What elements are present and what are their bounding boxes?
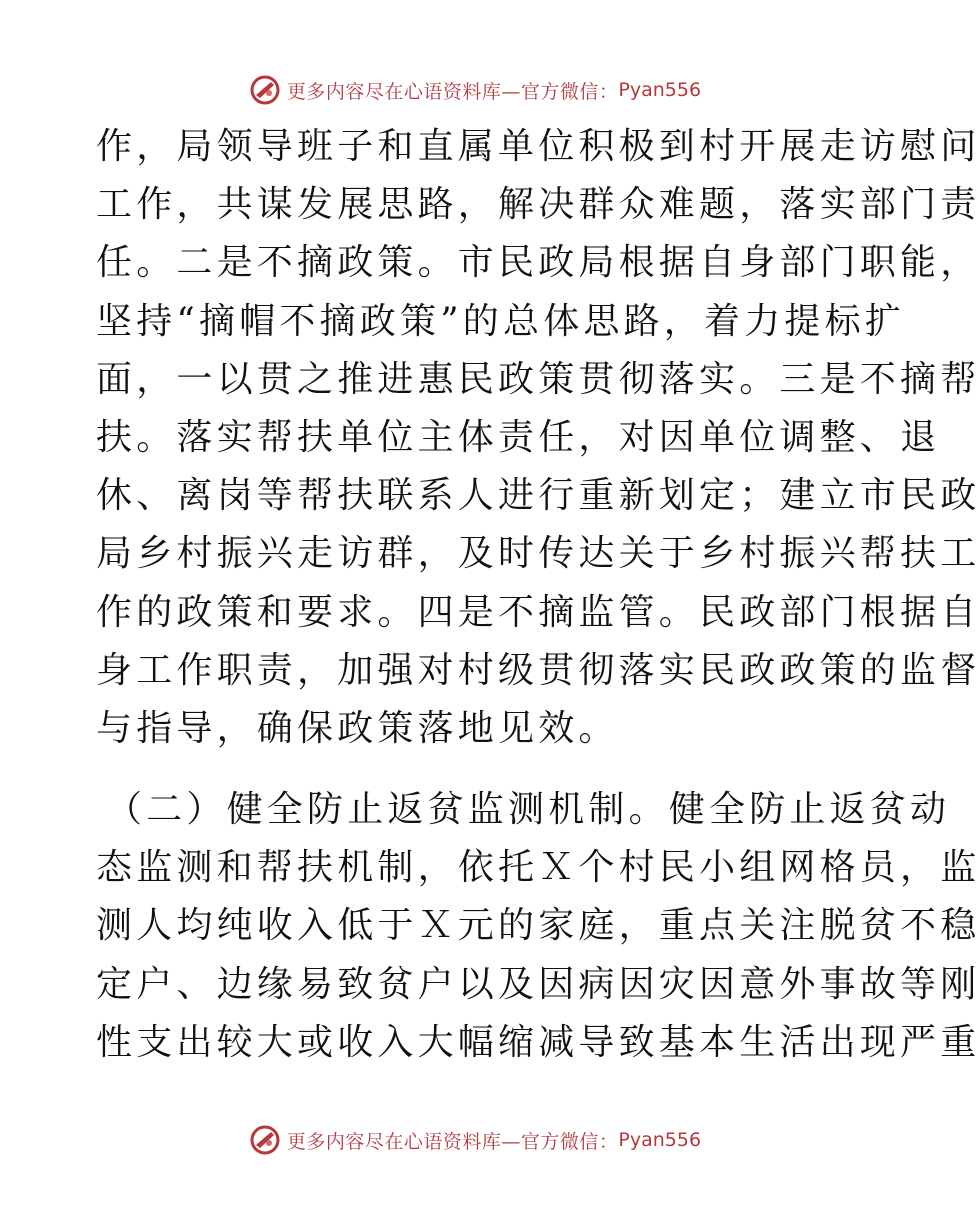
- text-line: 休、离岗等帮扶联系人进行重新划定；建立市民政: [96, 475, 980, 517]
- text-line: 工作，共谋发展思路，解决群众难题，落实部门责: [96, 184, 980, 226]
- brand-logo-icon: [249, 74, 281, 106]
- section-heading-line: （二）健全防止返贫监测机制。健全防止返贫动: [106, 789, 951, 831]
- header-watermark: [0, 73, 950, 107]
- document-body: [96, 118, 980, 1072]
- text-line: 局乡村振兴走访群，及时传达关于乡村振兴帮扶工: [96, 533, 980, 575]
- footer-watermark: [0, 1123, 950, 1157]
- paragraph-1: [96, 118, 980, 758]
- text-line: 作的政策和要求。四是不摘监管。民政部门根据自: [96, 591, 980, 633]
- brand-logo-icon: [249, 1124, 281, 1156]
- text-line: 作，局领导班子和直属单位积极到村开展走访慰问: [96, 126, 980, 167]
- paragraph-gap: [96, 758, 856, 781]
- text-line: 身工作职责，加强对村级贯彻落实民政政策的监督: [96, 649, 980, 691]
- paragraph-2: [96, 781, 980, 1072]
- text-line: 面，一以贯之推进惠民政策贯彻落实。三是不摘帮: [96, 358, 980, 400]
- watermark-handle: Pyan556: [618, 1129, 702, 1151]
- text-line: 态监测和帮扶机制，依托Ｘ个村民小组网格员，监: [96, 847, 980, 889]
- watermark-text: 更多内容尽在心语资料库—官方微信：: [286, 1130, 619, 1153]
- text-line: 性支出较大或收入大幅缩减导致基本生活出现严重: [96, 1021, 980, 1063]
- watermark-handle: Pyan556: [618, 79, 702, 101]
- text-line: 扶。落实帮扶单位主体责任，对因单位调整、退: [96, 416, 941, 458]
- text-line: 与指导，确保政策落地见效。: [96, 707, 619, 749]
- text-line: 定户、边缘易致贫户以及因病因灾因意外事故等刚: [96, 963, 980, 1005]
- text-line: 测人均纯收入低于Ｘ元的家庭，重点关注脱贫不稳: [96, 905, 980, 947]
- text-line: 任。二是不摘政策。市民政局根据自身部门职能，: [96, 242, 980, 284]
- text-line: 坚持“摘帽不摘政策”的总体思路，着力提标扩: [96, 300, 906, 342]
- watermark-text: 更多内容尽在心语资料库—官方微信：: [286, 80, 619, 103]
